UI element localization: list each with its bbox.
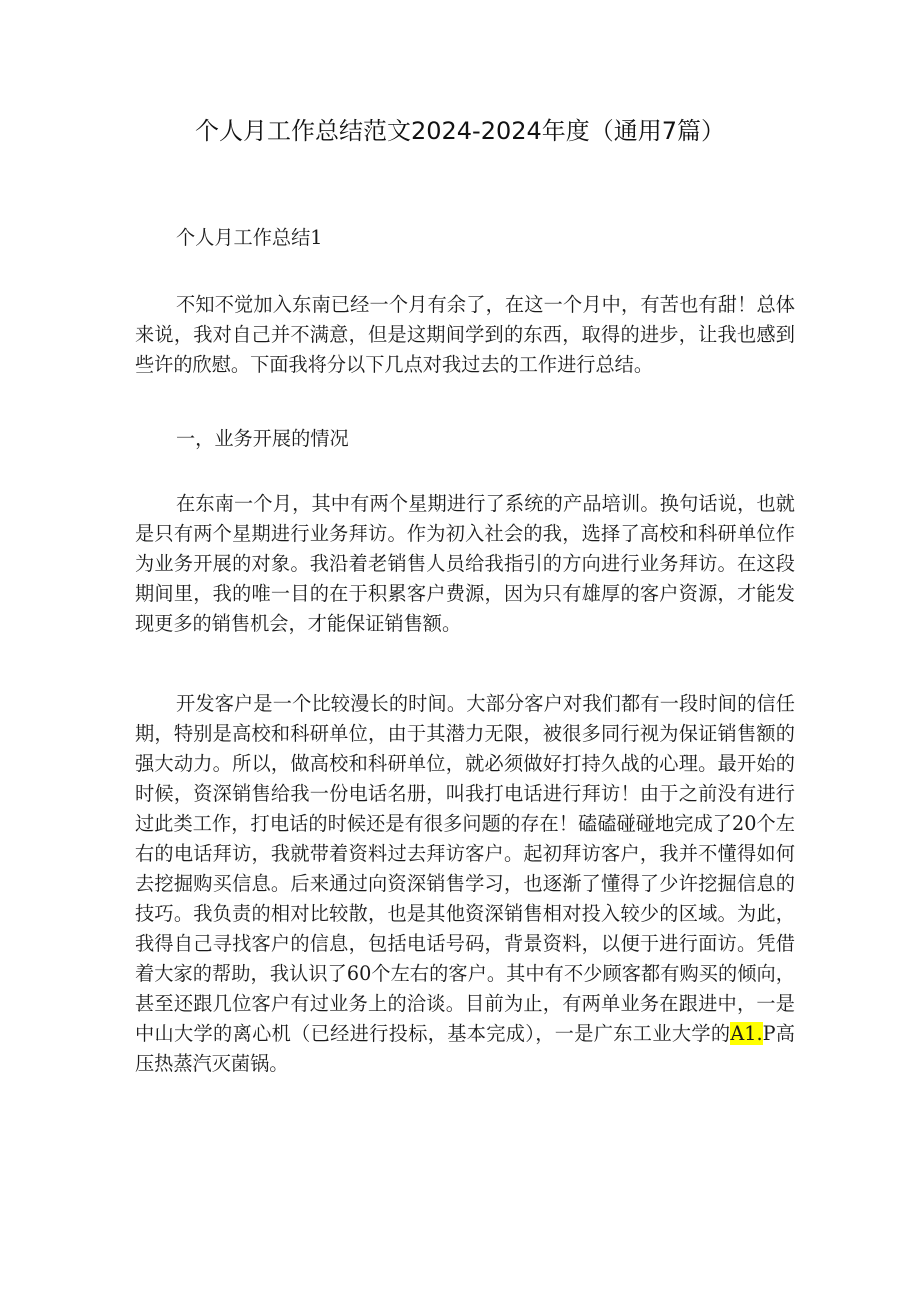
highlighted-text: A1. — [730, 1022, 763, 1045]
paragraph-3-end-text: P高压热蒸汽灭菌锅。 — [135, 1022, 795, 1075]
paragraph-1: 不知不觉加入东南已经一个月有余了，在这一个月中，有苦也有甜！总体来说，我对自己并不满意，但是这期间学到的东西，取得的进步，让我也感到些许的欣慰。下面我将分以下几点对我过去的工作进行总结。 — [135, 293, 795, 376]
document-title: 个人月工作总结范文2024-2024年度（通用7篇） — [194, 117, 726, 145]
paragraph-3 — [135, 689, 795, 1079]
section-title: 个人月工作总结1 — [176, 226, 323, 249]
section-heading-business: 一，业务开展的情况 — [176, 427, 349, 450]
paragraph-2: 在东南一个月，其中有两个星期进行了系统的产品培训。换句话说，也就是只有两个星期进行业务拜访。作为初入社会的我，选择了高校和科研单位作为业务开展的对象。我沿着老销售人员给我指引的方向进行业务拜访。在这段期间里，我的唯一目的在于积累客户费源，因为只有雄厚的客户资源，才能发现更多的销售机会，才能保证销售额。 — [135, 492, 795, 635]
paragraph-3-main-text: 开发客户是一个比较漫长的时间。大部分客户对我们都有一段时间的信任期，特别是高校和科研单位，由于其潜力无限，被很多同行视为保证销售额的强大动力。所以，做高校和科研单位，就必须做好打持久战的心理。最开始的时候，资深销售给我一份电话名册，叫我打电话进行拜访！由于之前没有进行过此类工作，打电话的时候还是有很多问题的存在！磕磕碰碰地完成了20个左右的电话拜访，我就带着资料过去拜访客户。起初拜访客户，我并不懂得如何去挖掘购买信息。后来通过向资深销售学习，也逐渐了懂得了少许挖掘信息的技巧。我负责的相对比较散，也是其他资深销售相对投入较少的区域。为此，我得自己寻找客户的信息，包括电话号码，背景资料，以便于进行面访。凭借着大家的帮助，我认识了60个左右的客户。其中有不少顾客都有购买的倾向，甚至还跟几位客户有过业务上的洽谈。目前为止，有两单业务在跟进中，一是中山大学的离心机（已经进行投标，基本完成），一是广东工业大学的 — [135, 692, 795, 1045]
